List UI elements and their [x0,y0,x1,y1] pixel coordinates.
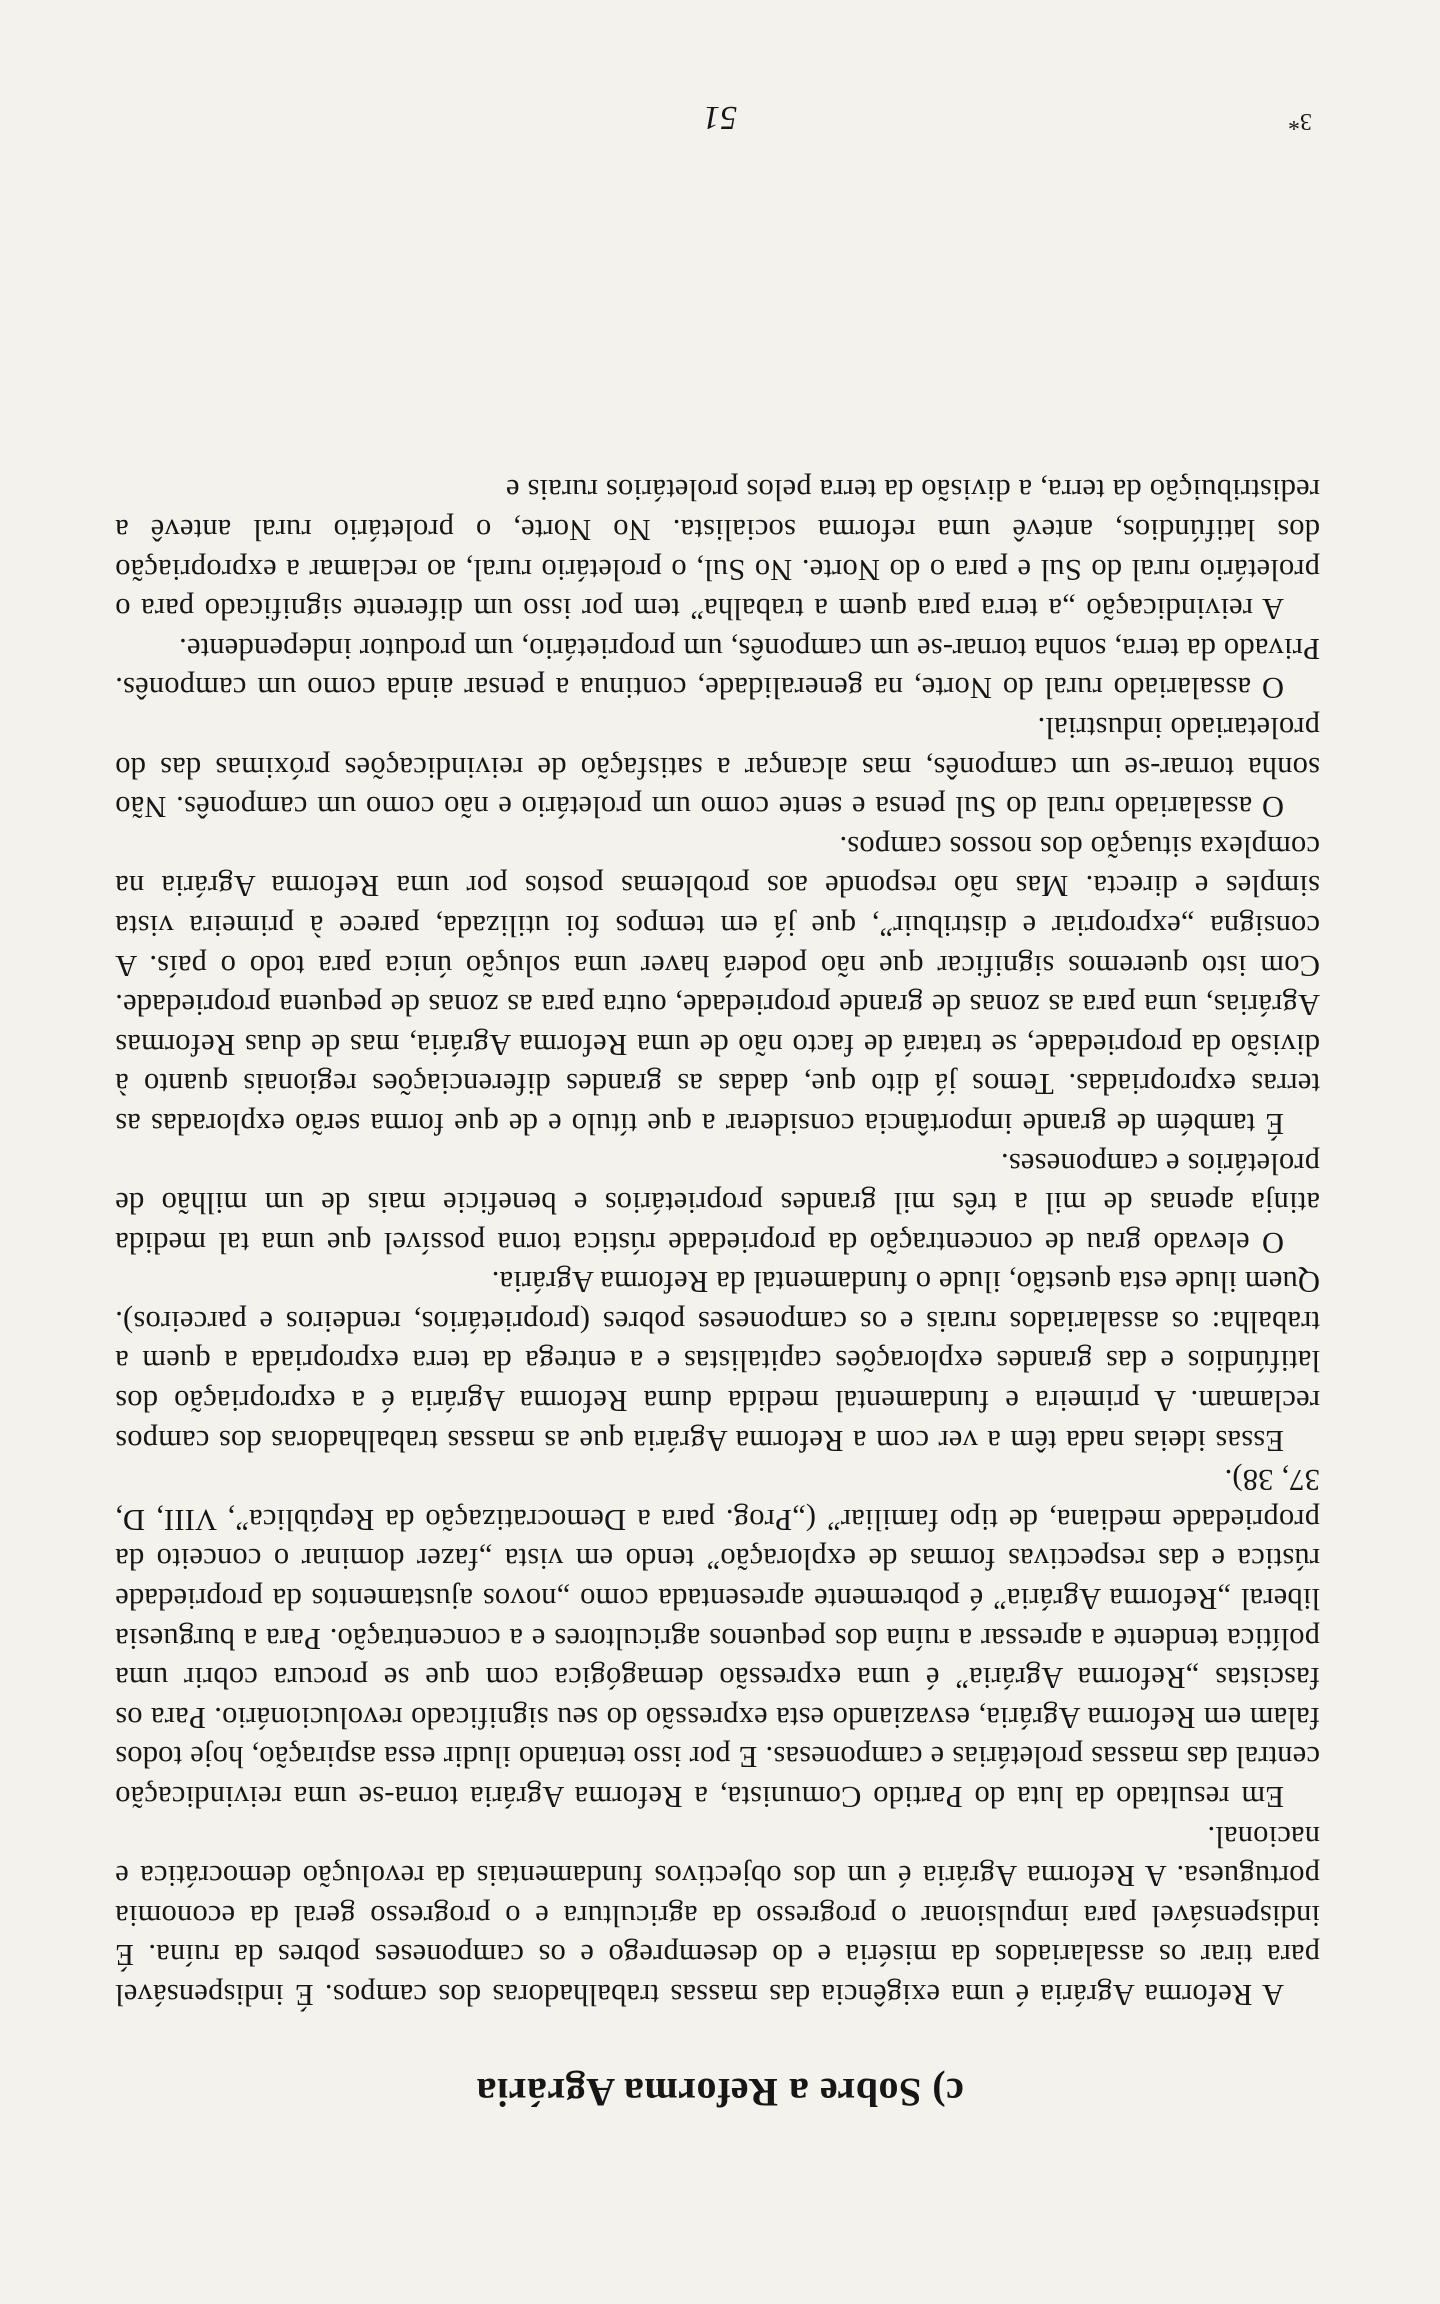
paragraph: O elevado grau de concentração da propriedade rústica torna possível que uma tal medida atinja apenas de mil a três mil grandes proprietários e beneficie mais de um milhão de proletários e camponeses. [115,1146,1320,1260]
body-text [115,470,1320,2014]
paragraph: A Reforma Agrária é uma exigência das massas trabalhadoras dos campos. É indispensável para tirar os assalariados da miséria e do desemprego e os camponeses pobres da ruína. É indispensável para impulsionar o progresso da agricultura e o progresso geral da economia portuguesa. A Reforma Agrária é um dos objectivos fundamentais da revolução democrática e nacional. [115,1819,1320,2012]
paragraph: O assalariado rural do Norte, na generalidade, continua a pensar ainda como um camponês. Privado da terra, sonha tornar-se um camponês, um proprietário, um produtor independente. [115,631,1320,706]
paragraph: O assalariado rural do Sul pensa e sente como um proletário e não como um camponês. Não sonha tornar-se um camponês, mas alcançar a satisfação de reivindicações próximas das do proletariado industrial. [115,711,1320,825]
page-number: 51 [703,99,737,136]
paragraph: A reivindicação „a terra para quem a trabalha” tem por isso um diferente significado para o proletário rural do Sul e para o do Norte. No Sul, o proletário rural, ao reclamar a expropriação dos latifúndios, antevê uma reforma socialista. No Norte, o proletário rural antevê a redistribuição da terra, a divisão da terra pelos proletários rurais e [115,473,1320,627]
paragraph: Essas ideias nada têm a ver com a Reforma Agrária que as massas trabalhadoras dos campos reclamam. A primeira e fundamental medida duma Reforma Agrária é a expropriação dos latifúndios e das grandes explorações capitalistas e a entrega da terra expropriada a quem a trabalha: os assalariados rurais e os camponeses pobres (proprietários, rendeiros e parceiros). Quem ilude esta questão, ilude o fundamental da Reforma Agrária. [115,1265,1320,1458]
signature-mark: 3* [1288,108,1312,134]
page-title: c) Sobre a Reforma Agrária [476,2070,964,2115]
paragraph: Em resultado da luta do Partido Comunista, a Reforma Agrária tornа-se uma reivindicação central das massas proletárias e camponesas. E por isso tentando iludir essa aspiração, hoje todos falam em Reforma Agrária, esvaziando esta expressão do seu significado revolucionário. Para os fascistas „Reforma Agrária” é uma expressão demagógica com que se procura cobrir uma política tendente a apressar a ruína dos pequenos agricultores e a concentração. Para a burguesia liberal „Reforma Agrária” é pobremente apresentada como „novos ajustamentos da propriedade rústica e das respectivas formas de exploração” tendo em vista „fazer dominar o conceito da propriedade mediana, de tipo familiar” („Prog. para a Democratização da República”, VIII, D, 37, 38). [115,1463,1320,1815]
paragraph: É também de grande importância considerar a que título e de que forma serão exploradas as terras expropriadas. Temos já dito que, dadas as grandes diferenciações regionais quanto à divisão da propriedade, se tratará de facto não de uma Reforma Agrária, mas de duas Reformas Agrárias, uma para as zonas de grande propriedade, outra para as zonas de pequena propriedade. Com isto queremos significar que não poderá haver uma solução única para todo o país. A consigna „expropriar e distribuir”, que já em tempos foi utilizada, parece à primeira vista simples e directa. Mas não responde aos problemas postos por uma Reforma Agrária na complexa situação dos nossos campos. [115,829,1320,1141]
